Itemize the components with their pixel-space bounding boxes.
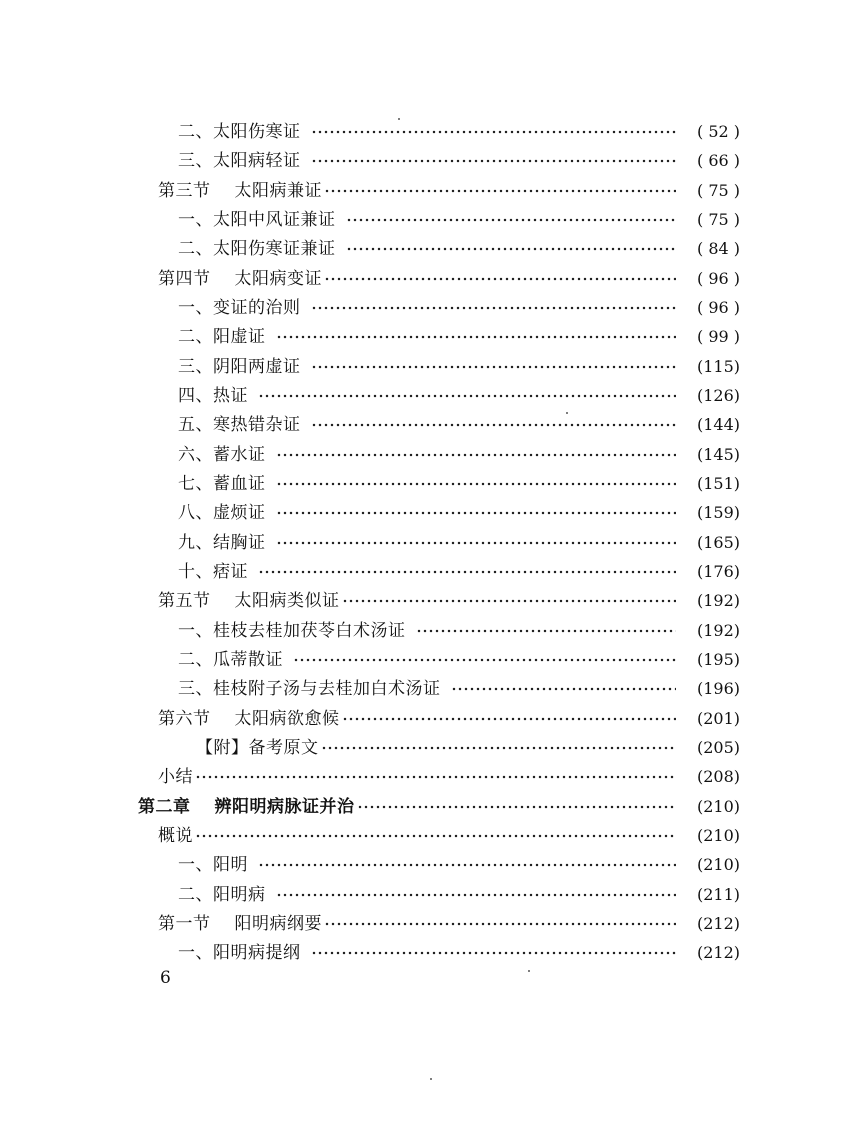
entry-title: 三、桂枝附子汤与去桂加白术汤证 bbox=[178, 679, 441, 699]
section-name: 太阳病兼证 bbox=[234, 181, 322, 201]
dot-leader bbox=[346, 207, 677, 233]
entry-page: (212) bbox=[696, 943, 740, 962]
dot-leader bbox=[195, 764, 676, 790]
toc-entry bbox=[196, 735, 740, 761]
dot-leader bbox=[324, 178, 676, 204]
toc-entry bbox=[178, 676, 740, 702]
entry-title: 六、蓄水证 bbox=[178, 445, 266, 465]
toc-entry bbox=[178, 882, 740, 908]
entry-page: (176) bbox=[696, 562, 740, 581]
section-title bbox=[158, 178, 322, 204]
entry-page: (210) bbox=[696, 797, 740, 816]
dot-leader bbox=[324, 266, 676, 292]
chapter-title bbox=[138, 794, 355, 820]
scan-speck bbox=[566, 412, 568, 414]
section-name: 太阳病变证 bbox=[234, 269, 322, 289]
dot-leader bbox=[258, 852, 676, 878]
dot-leader bbox=[321, 735, 677, 761]
toc-section bbox=[158, 266, 740, 292]
dot-leader bbox=[276, 442, 677, 468]
toc-entry bbox=[178, 852, 740, 878]
section-title bbox=[158, 911, 322, 937]
dot-leader bbox=[346, 236, 677, 262]
entry-title: 三、阴阳两虚证 bbox=[178, 357, 301, 377]
entry-page: (115) bbox=[696, 357, 740, 376]
entry-title: 十、痞证 bbox=[178, 562, 248, 582]
entry-page: ( 75 ) bbox=[696, 210, 740, 229]
toc-entry bbox=[158, 823, 740, 849]
dot-leader bbox=[276, 530, 677, 556]
dot-leader bbox=[311, 295, 677, 321]
toc-section bbox=[158, 178, 740, 204]
entry-title: 四、热证 bbox=[178, 386, 248, 406]
toc-section bbox=[158, 911, 740, 937]
toc-entry bbox=[178, 354, 740, 380]
entry-title: 一、阳明病提纲 bbox=[178, 943, 301, 963]
entry-page: (145) bbox=[696, 445, 740, 464]
dot-leader bbox=[311, 148, 677, 174]
chapter-name: 辨阳明病脉证并治 bbox=[214, 797, 355, 817]
entry-title: 八、虚烦证 bbox=[178, 503, 266, 523]
toc-entry bbox=[178, 442, 740, 468]
entry-page: ( 96 ) bbox=[696, 269, 740, 288]
section-number: 第六节 bbox=[158, 709, 211, 729]
entry-page: (211) bbox=[696, 885, 740, 904]
section-number: 第五节 bbox=[158, 591, 211, 611]
entry-page: (144) bbox=[696, 415, 740, 434]
dot-leader bbox=[342, 706, 677, 732]
entry-title: 二、阳虚证 bbox=[178, 327, 266, 347]
entry-title: 小结 bbox=[158, 767, 193, 787]
dot-leader bbox=[276, 471, 677, 497]
section-number: 第四节 bbox=[158, 269, 211, 289]
entry-title: 七、蓄血证 bbox=[178, 474, 266, 494]
toc-chapter bbox=[138, 794, 740, 820]
toc-entry bbox=[178, 207, 740, 233]
toc-entry bbox=[178, 383, 740, 409]
toc-entry bbox=[178, 236, 740, 262]
dot-leader bbox=[416, 618, 677, 644]
entry-page: (159) bbox=[696, 503, 740, 522]
entry-title: 五、寒热错杂证 bbox=[178, 415, 301, 435]
toc-entry bbox=[178, 295, 740, 321]
dot-leader bbox=[258, 383, 676, 409]
toc-entry bbox=[178, 647, 740, 673]
entry-page: (210) bbox=[696, 826, 740, 845]
dot-leader bbox=[311, 412, 677, 438]
section-title bbox=[158, 266, 322, 292]
dot-leader bbox=[451, 676, 677, 702]
entry-title: 九、结胸证 bbox=[178, 533, 266, 553]
toc-entry bbox=[178, 471, 740, 497]
dot-leader bbox=[342, 588, 677, 614]
dot-leader bbox=[311, 940, 677, 966]
toc-section bbox=[158, 706, 740, 732]
section-title bbox=[158, 588, 340, 614]
entry-page: ( 84 ) bbox=[696, 239, 740, 258]
section-number: 第三节 bbox=[158, 181, 211, 201]
entry-title: 概说 bbox=[158, 826, 193, 846]
scan-speck bbox=[430, 1078, 432, 1080]
dot-leader bbox=[276, 324, 677, 350]
toc-entry bbox=[178, 148, 740, 174]
dot-leader bbox=[311, 354, 677, 380]
entry-page: (165) bbox=[696, 533, 740, 552]
entry-page: (126) bbox=[696, 386, 740, 405]
entry-page: (212) bbox=[696, 914, 740, 933]
entry-title: 三、太阳病轻证 bbox=[178, 151, 301, 171]
toc-entry bbox=[178, 940, 740, 966]
page-number: 6 bbox=[160, 968, 171, 988]
entry-title: 一、桂枝去桂加茯苓白术汤证 bbox=[178, 621, 406, 641]
dot-leader bbox=[258, 559, 676, 585]
toc-section bbox=[158, 588, 740, 614]
entry-page: (205) bbox=[696, 738, 740, 757]
dot-leader bbox=[357, 794, 677, 820]
entry-page: (208) bbox=[696, 767, 740, 786]
entry-title: 一、太阳中风证兼证 bbox=[178, 210, 336, 230]
section-name: 太阳病欲愈候 bbox=[234, 709, 340, 729]
dot-leader bbox=[195, 823, 676, 849]
toc-entry bbox=[178, 500, 740, 526]
entry-title: 一、阳明 bbox=[178, 855, 248, 875]
dot-leader bbox=[311, 119, 677, 145]
entry-title: 一、变证的治则 bbox=[178, 298, 301, 318]
section-title bbox=[158, 706, 340, 732]
entry-title: 二、太阳伤寒证兼证 bbox=[178, 239, 336, 259]
entry-page: ( 99 ) bbox=[696, 327, 740, 346]
entry-page: (196) bbox=[696, 679, 740, 698]
toc-entry bbox=[178, 530, 740, 556]
entry-page: (192) bbox=[696, 621, 740, 640]
entry-title: 二、太阳伤寒证 bbox=[178, 122, 301, 142]
entry-title: 【附】备考原文 bbox=[196, 738, 319, 758]
toc-entry bbox=[178, 412, 740, 438]
dot-leader bbox=[276, 500, 677, 526]
section-name: 太阳病类似证 bbox=[234, 591, 340, 611]
entry-page: (210) bbox=[696, 855, 740, 874]
entry-page: (195) bbox=[696, 650, 740, 669]
entry-page: ( 52 ) bbox=[696, 122, 740, 141]
entry-page: (151) bbox=[696, 474, 740, 493]
entry-page: (201) bbox=[696, 709, 740, 728]
entry-page: (192) bbox=[696, 591, 740, 610]
toc-entry bbox=[178, 618, 740, 644]
toc-entry bbox=[178, 324, 740, 350]
chapter-number: 第二章 bbox=[138, 797, 191, 817]
scan-speck bbox=[398, 118, 400, 120]
toc-entry bbox=[158, 764, 740, 790]
dot-leader bbox=[276, 882, 677, 908]
entry-page: ( 66 ) bbox=[696, 151, 740, 170]
toc-entry bbox=[178, 119, 740, 145]
entry-title: 二、瓜蒂散证 bbox=[178, 650, 283, 670]
dot-leader bbox=[324, 911, 676, 937]
toc-entry bbox=[178, 559, 740, 585]
section-number: 第一节 bbox=[158, 914, 211, 934]
section-name: 阳明病纲要 bbox=[234, 914, 322, 934]
entry-title: 二、阳明病 bbox=[178, 885, 266, 905]
scan-speck bbox=[528, 970, 530, 972]
entry-page: ( 96 ) bbox=[696, 298, 740, 317]
dot-leader bbox=[293, 647, 676, 673]
entry-page: ( 75 ) bbox=[696, 181, 740, 200]
